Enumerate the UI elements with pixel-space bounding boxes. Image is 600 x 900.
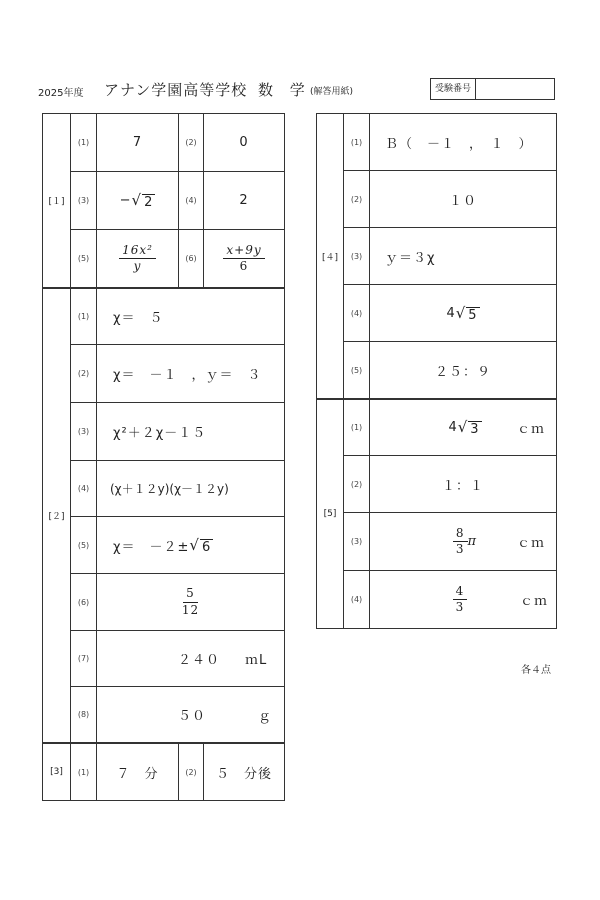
- unit-label: ｃｍ: [517, 422, 546, 437]
- denominator: y: [133, 259, 142, 273]
- answer-4-2[interactable]: １０: [448, 193, 477, 209]
- square-root: √ 5: [455, 303, 478, 323]
- answer-5-4[interactable]: [430, 571, 490, 628]
- answer-3-1[interactable]: ７ 分: [116, 766, 159, 782]
- question-number: (2): [350, 194, 363, 204]
- answer-4-1[interactable]: Ｂ（ －１ ， １ ）: [385, 136, 533, 152]
- points-note: 各４点: [521, 665, 551, 676]
- question-number: (2): [77, 369, 90, 378]
- numerator: x+9y: [223, 244, 264, 259]
- section-label-3: [3]: [50, 767, 63, 777]
- numerator: 16x²: [119, 244, 156, 259]
- question-number: (3): [77, 196, 90, 205]
- fraction: [119, 244, 156, 273]
- square-root: √ 6: [189, 535, 212, 555]
- answer-1-6[interactable]: [204, 230, 284, 287]
- fraction: [453, 585, 468, 614]
- question-number: (4): [350, 595, 363, 604]
- question-number: (5): [77, 254, 90, 263]
- section-label-5: [5]: [323, 509, 337, 519]
- answer-4-5[interactable]: ２５：９: [434, 364, 491, 380]
- question-number: (3): [77, 427, 90, 436]
- question-number: (4): [350, 308, 363, 318]
- exam-year: 2025年度: [38, 88, 84, 99]
- answer-2-7[interactable]: ２４０: [178, 653, 221, 668]
- numerator: 4: [453, 585, 468, 600]
- question-number: (2): [185, 767, 197, 777]
- answer-5-1[interactable]: [430, 400, 500, 455]
- section-label-4: [４]: [321, 252, 339, 263]
- denominator: 3: [455, 542, 465, 556]
- numerator: 5: [183, 587, 198, 602]
- radicand: 6: [201, 539, 212, 555]
- minus-sign: −: [119, 193, 132, 208]
- answer-5-2[interactable]: １：１: [441, 478, 484, 494]
- answer-2-6[interactable]: [97, 574, 284, 630]
- answer-2-4[interactable]: (χ＋１２y)(χ－１２y): [110, 482, 229, 496]
- fraction: [453, 527, 468, 556]
- question-number: (2): [350, 479, 363, 489]
- answer-2-1[interactable]: χ＝ ５: [113, 311, 164, 326]
- section-label-1: [１]: [48, 197, 65, 207]
- answer-1-1[interactable]: 7: [132, 135, 143, 150]
- answer-2-5[interactable]: [113, 517, 283, 573]
- exam-number-label: 受験番号: [431, 79, 476, 99]
- denominator: 12: [181, 602, 200, 617]
- question-number: (3): [350, 537, 363, 546]
- question-number: (2): [185, 138, 197, 147]
- answer-5-3[interactable]: [430, 513, 500, 570]
- pi-symbol: π: [467, 534, 478, 549]
- fraction: [182, 587, 199, 616]
- answer-2-3[interactable]: χ²＋２χ－１５: [113, 426, 207, 441]
- question-number: (1): [77, 312, 90, 321]
- fraction: [223, 244, 264, 273]
- answer-1-4[interactable]: 2: [239, 193, 249, 208]
- unit-label: ｃｍ: [520, 594, 549, 609]
- question-number: (8): [77, 710, 90, 719]
- question-number: (5): [77, 540, 90, 550]
- radicand: 3: [470, 422, 480, 437]
- numerator: 8: [453, 527, 468, 542]
- answer-4-3[interactable]: ｙ＝３χ: [385, 250, 436, 266]
- school-name: アナン学園高等学校: [104, 81, 248, 99]
- answer-3-2[interactable]: ５ 分後: [215, 766, 272, 782]
- question-number: (3): [350, 251, 363, 261]
- answer-2-8[interactable]: ５０: [178, 709, 207, 724]
- question-number: (6): [77, 597, 90, 607]
- square-root: √ 2: [131, 191, 154, 210]
- unit-label: ｃｍ: [517, 536, 546, 551]
- question-number: (4): [185, 196, 197, 205]
- question-number: (4): [77, 484, 90, 493]
- question-number: (6): [185, 254, 197, 263]
- unit-label: ｇ: [258, 709, 273, 724]
- question-number: (1): [350, 423, 363, 432]
- answer-4-4[interactable]: [370, 285, 556, 341]
- answer-1-2[interactable]: 0: [239, 135, 249, 150]
- radicand: 5: [468, 307, 478, 323]
- answer-sheet-note: (解答用紙): [310, 87, 354, 97]
- denominator: 6: [239, 259, 249, 273]
- answer-prefix: χ＝ －２±: [113, 539, 190, 555]
- subject-title: 数 学: [258, 81, 311, 99]
- exam-number-box[interactable]: [430, 78, 555, 100]
- square-root: √ 3: [457, 418, 480, 437]
- question-number: (1): [77, 138, 90, 147]
- question-number: (5): [350, 365, 363, 375]
- denominator: 3: [455, 600, 465, 614]
- coefficient: 4: [446, 305, 456, 321]
- coefficient: 4: [448, 420, 458, 435]
- answer-2-2[interactable]: χ＝ －１ ，ｙ＝ ３: [113, 368, 262, 383]
- question-number: (1): [77, 767, 90, 777]
- answer-1-3[interactable]: [97, 172, 178, 229]
- section-label-2: [２]: [48, 512, 65, 522]
- question-number: (1): [350, 137, 363, 147]
- answer-1-5[interactable]: [97, 230, 178, 287]
- radicand: 2: [144, 195, 154, 210]
- question-number: (7): [77, 654, 90, 663]
- unit-label: ｍL: [245, 653, 268, 668]
